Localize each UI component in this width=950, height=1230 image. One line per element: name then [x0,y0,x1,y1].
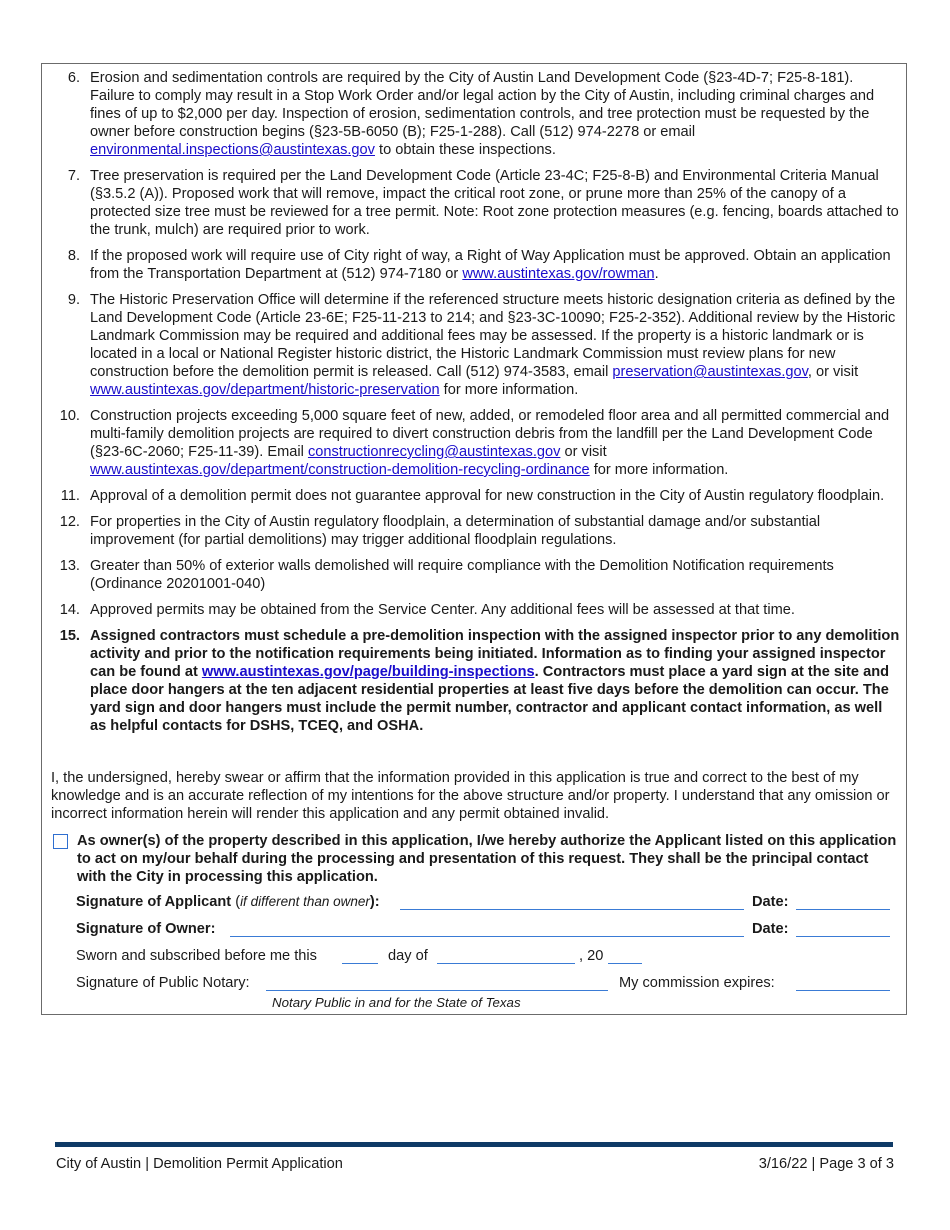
requirement-item [42,601,906,619]
sworn-month-field[interactable] [437,963,575,964]
owner-authorization [51,832,899,886]
sworn-row [76,946,892,966]
footer-title: City of Austin | Demolition Permit Application [56,1156,343,1172]
applicant-paren-open: ( [231,894,241,910]
applicant-signature-row [76,892,892,912]
affirmation-text: I, the undersigned, hereby swear or affirm that the information provided in this application is true and correct to the best of my knowledge and is an accurate reflection of my intentions for the above structure and/or property. I understand that any omission or incorrect information herein will render this application and any permit obtained invalid. [51,770,890,822]
footer-page-info: 3/16/22 | Page 3 of 3 [758,1156,894,1172]
sworn-year-field[interactable] [608,963,642,964]
sworn-prefix: Sworn and subscribed before me this [76,948,317,964]
requirement-number: 11. [60,488,80,504]
requirement-number: 9. [67,292,80,308]
requirement-text: . Contractors must place a yard sign at the site and place door hangers at the ten adjacent residential properties at least five days before the demolition can occur. The yard sign and door hangers must include the permit number, contractor and applicant contact information, as well as helpful contacts for DSHS, TCEQ, and OSHA. [90,664,890,734]
requirement-text: Greater than 50% of exterior walls demolished will require compliance with the Demolition Notification requirements (Ordinance 20201001-040) [90,558,834,592]
requirement-text: or visit [560,444,607,460]
requirement-text: For properties in the City of Austin regulatory floodplain, a determination of substantial damage and/or substantial improvement (for partial demolitions) may trigger additional floodplain regulations. [90,514,821,548]
requirement-item [42,69,906,159]
requirement-text: for more information. [589,462,729,478]
applicant-signature-label: Signature of Applicant [76,894,232,910]
requirement-link[interactable]: www.austintexas.gov/rowman [462,266,655,282]
requirement-item [42,513,906,549]
requirement-item [42,557,906,593]
applicant-signature-field[interactable] [400,909,744,910]
owner-date-field[interactable] [796,936,890,937]
requirement-text: . [654,266,659,282]
requirement-item [42,627,906,735]
requirement-number: 13. [59,558,80,574]
commission-expires-field[interactable] [796,990,890,991]
requirement-number: 7. [67,168,80,184]
authorization-text: As owner(s) of the property described in this application, I/we hereby authorize the Applicant listed on this application to act on my/our behalf during the processing and presentation of this request. They shall be the principal contact with the City in processing this application. [77,833,897,885]
notary-signature-field[interactable] [266,990,608,991]
requirement-number: 14. [59,602,80,618]
requirement-text: Approval of a demolition permit does not guarantee approval for new construction in the City of Austin regulatory floodplain. [90,488,885,504]
requirement-item [42,247,906,283]
requirement-item [42,167,906,239]
requirement-text: Assigned contractors must schedule a pre-demolition inspection with the assigned inspector prior to any demolition activity and prior to the notification requirements being initiated. Information as to finding your assigned inspector can be found at [90,628,900,680]
requirement-link[interactable]: preservation@austintexas.gov [612,364,808,380]
owner-signature-field[interactable] [230,936,744,937]
footer-bar [55,1142,893,1147]
notary-caption: Notary Public in and for the State of Texas [272,995,521,1010]
requirement-item [42,487,906,505]
applicant-note: if different than owner [240,894,370,909]
requirement-number: 12. [59,514,80,530]
requirements-list [42,69,906,743]
requirement-text: Tree preservation is required per the Land Development Code (Article 23-4C; F25-8-B) and Environmental Criteria Manual (§3.5.2 (A)). Proposed work that will remove, impact the critical root zone, or prune more than 25% of the canopy of a protected size tree must be reviewed for a tree permit. Note: Root zone protection measures (e.g. fencing, boards attached to the trunk, mulch) are required prior to work. [90,168,899,238]
owner-date-label: Date: [752,921,789,937]
notary-row [76,973,892,993]
notary-signature-label: Signature of Public Notary: [76,975,250,991]
requirement-link[interactable]: www.austintexas.gov/department/construction-demolition-recycling-ordinance [90,462,590,478]
requirement-text: Erosion and sedimentation controls are required by the City of Austin Land Development Code (§23-4D-7; F25-8-181). Failure to comply may result in a Stop Work Order and/or legal action by the City of Austin, including criminal charges and fines of up to $2,000 per day. Inspection of erosion, sedimentation controls, and tree protection must be requested by the owner before construction begins (§23-5B-6050 (B); F25-1-288). Call (512) 974-2278 or email [90,70,875,140]
applicant-date-field[interactable] [796,909,890,910]
owner-signature-label: Signature of Owner: [76,921,216,937]
requirement-text: to obtain these inspections. [374,142,556,158]
requirement-text: , or visit [807,364,859,380]
requirement-text: Construction projects exceeding 5,000 square feet of new, added, or remodeled floor area and all permitted commercial and multi-family demolition projects are required to divert construction debris from the landfill per the Land Development Code (§23-6C-2060; F25-11-39). Email [90,408,890,460]
requirement-text: The Historic Preservation Office will determine if the referenced structure meets historic designation criteria as defined by the Land Development Code (Article 23-6E; F25-11-213 to 214; and §23-3C-10090; F25-2-352). Additional review by the Historic Landmark Commission may be required and additional fees may be assessed. If the property is a historic landmark or is located in a local or National Register historic district, the Historic Landmark Commission must review plans for new construction before the demolition permit is released. Call (512) 974-3583, email [90,292,896,380]
requirement-number: 6. [67,70,80,86]
requirement-text: Approved permits may be obtained from the Service Center. Any additional fees will be assessed at that time. [90,602,795,618]
sworn-year-label: , 20 [579,948,604,964]
requirement-link[interactable]: environmental.inspections@austintexas.gov [90,142,375,158]
requirement-link[interactable]: www.austintexas.gov/page/building-inspections [201,664,535,680]
applicant-date-label: Date: [752,894,789,910]
requirement-number: 10. [59,408,80,424]
requirement-number: 15. [59,628,80,644]
requirement-number: 8. [67,248,80,264]
requirement-item [42,291,906,399]
form-frame [41,63,907,1015]
requirement-item [42,407,906,479]
commission-expires-label: My commission expires: [619,975,775,991]
sworn-day-of-label: day of [388,948,428,964]
requirement-text: If the proposed work will require use of City right of way, a Right of Way Application must be approved. Obtain an application from the Transportation Department at (512) 974-7180 or [90,248,891,282]
sworn-day-field[interactable] [342,963,378,964]
owner-signature-row [76,919,892,939]
requirement-link[interactable]: www.austintexas.gov/department/historic-preservation [90,382,440,398]
applicant-paren-close: ): [369,894,380,910]
requirement-text: for more information. [439,382,579,398]
requirement-link[interactable]: constructionrecycling@austintexas.gov [307,444,561,460]
authorization-checkbox[interactable] [53,834,68,849]
